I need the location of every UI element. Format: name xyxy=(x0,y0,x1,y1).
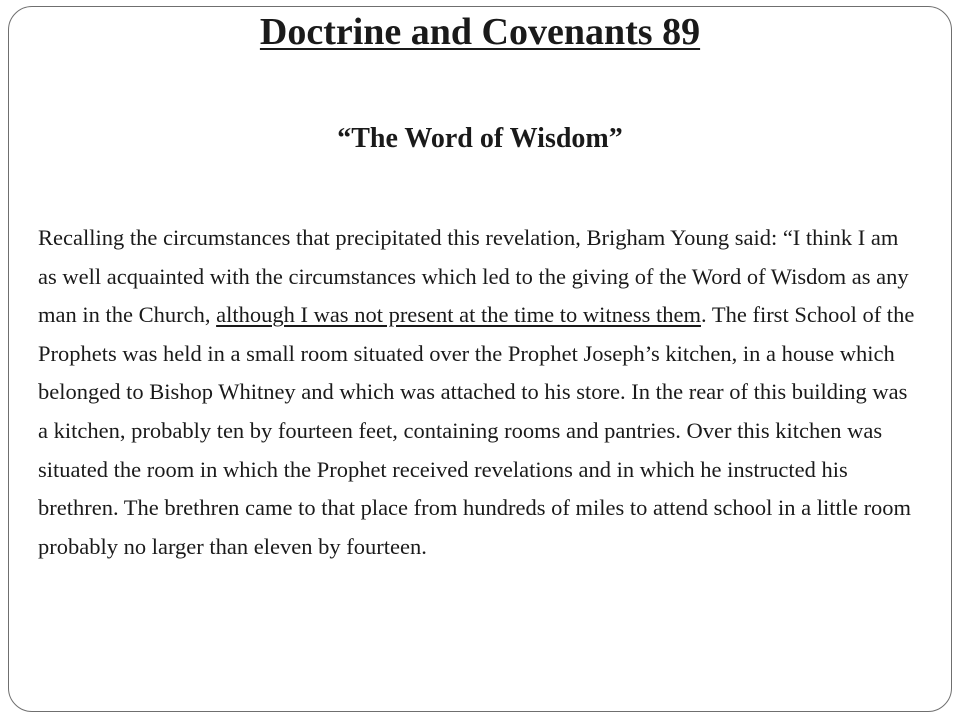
body-paragraph xyxy=(38,219,916,566)
slide-subtitle: “The Word of Wisdom” xyxy=(337,123,623,154)
body-text-before-underline: Recalling the circumstances that precipitated this revelation, Brigham Young said: “I think I am as well acquainted with the circumstances which led to the giving of the Word of Wisdom as any man in the Church, xyxy=(38,225,909,328)
underlined-phrase: although I was not present at the time to witness them xyxy=(216,302,701,328)
body-text-after-underline: . The first School of the Prophets was held in a small room situated over the Prophet Joseph’s kitchen, in a house which belonged to Bishop Whitney and which was attached to his store. In the rear of this building was a kitchen, probably ten by fourteen feet, containing rooms and pantries. Over this kitchen was situated the room in which the Prophet received revelations and in which he instructed his brethren. The brethren came to that place from hundreds of miles to attend school in a little room probably no larger than eleven by fourteen. xyxy=(38,302,915,559)
slide-title: Doctrine and Covenants 89 xyxy=(259,11,701,53)
